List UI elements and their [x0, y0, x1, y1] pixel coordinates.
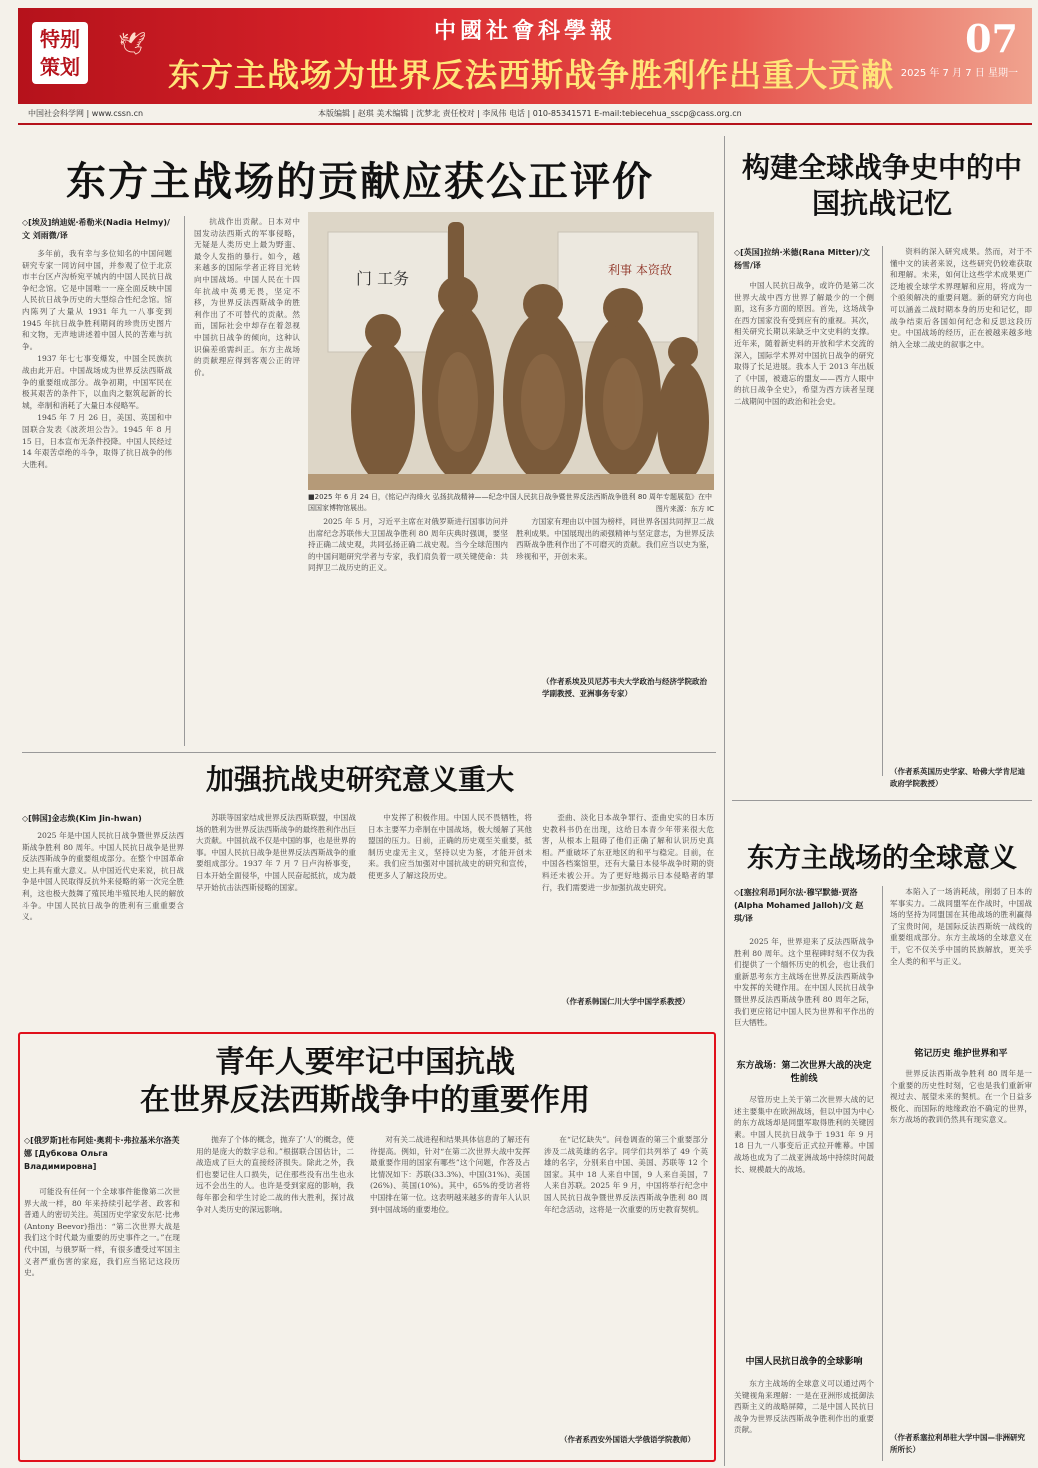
article2-body-col2	[890, 246, 1032, 761]
article1-body-col3	[308, 516, 508, 744]
article4-sub2-body	[890, 1068, 1032, 1428]
article4-title: 东方主战场的全球意义	[747, 843, 1017, 874]
article1-body-col2	[194, 216, 300, 746]
article4-subhead-2: 铭记历史 维护世界和平	[914, 1049, 1008, 1059]
article1-title: 东方主战场的贡献应获公正评价	[66, 159, 654, 205]
sculpture-photo	[308, 212, 714, 490]
paragraph: 对有关二战进程和结果具体信息的了解还有待提高。例如，针对“在第二次世界大战中发挥最重要作用的国家有哪些”这个问题，作答及占比情况如下：苏联(33.3%)、中国(31%)、美国(26%)、英国(10%)。其中，65%的受访者将中国排在第一位。这表明越来越多的青年人认识到中国战场的重要地位。	[370, 1135, 530, 1214]
article5-title-line2: 在世界反法西斯战争中的重要作用	[140, 1083, 590, 1118]
paragraph: 尽管历史上关于第二次世界大战的记述主要集中在欧洲战场，但以中国为中心的东方战场却是同盟军取得胜利的关键因素。中国人民抗日战争于 1931 年 9 月 18 日九一八事变后正式拉开帷幕。中国战场也成为了二战亚洲战场中持续时间最长、规模最大的战场。	[734, 1095, 874, 1174]
photo-sign-left: 门 工务	[356, 269, 410, 288]
article3-body-col1	[22, 830, 184, 1022]
issue-date: 2025 年 7 月 7 日 星期一	[900, 68, 1018, 79]
article3-title: 加强抗战史研究意义重大	[205, 763, 514, 796]
paragraph: 抗战作出贡献。日本对中国发动法西斯式的军事侵略，无疑是人类历史上最为野蛮、最令人发指的暴行。如今，越来越多的国际学者正将目光转向中国战场。中国人民在十四年抗战中英勇无畏，坚定不移，为世界反法西斯战争的胜利作出了不可替代的贡献。然而，国际社会中却存在着忽视中国抗日战争的倾向，这种认识偏差亟需纠正。东方主战场的贡献理应得到客观公正的评价。	[194, 217, 300, 377]
article5-byline: ◇[俄罗斯]杜布阿娃·奥莉卡·弗拉基米尔洛芙娜 [Дубкова Ольга Владимировна]	[24, 1136, 180, 1171]
paragraph: 东方主战场的全球意义可以通过两个关键视角来理解：一是在亚洲形成抵御法西斯主义的战略屏障，二是中国人民抗日战争为世界反法西斯战争胜利作出的重要贡献。	[734, 1379, 874, 1435]
caption-text: ■2025 年 6 月 24 日，《铭记卢沟烽火 弘扬抗战精神——纪念中国人民抗日战争暨世界反法西斯战争胜利 80 周年专题展览》在中国国家博物馆展出。	[308, 493, 712, 512]
newspaper-name: 中國社會科學報	[433, 18, 616, 44]
paragraph: 2025 年，世界迎来了反法西斯战争胜利 80 周年。这个里程碑时刻不仅为我们提供了一个缅怀历史的机会，也让我们重新思考东方主战场在世界反法西斯战争中发挥的关键作用。在中国人民抗日战争暨世界反法西斯战争胜利 80 周年之际，我们更应铭记中国人民为世界和平作出的巨大牺牲。	[734, 937, 874, 1028]
paragraph: 方国家有理由以中国为榜样，同世界各国共同捍卫二战胜利成果。中国展现出的顽强精神与坚定意志，为世界反法西斯战争胜利作出了不可磨灭的贡献。我们应当以史为鉴，珍视和平，开创未来。	[516, 517, 714, 561]
info-bar	[18, 104, 1032, 122]
article3-author-note: （作者系韩国仁川大学中国学系教授）	[562, 997, 690, 1006]
article2-body-col1	[734, 280, 874, 770]
column-divider	[184, 216, 185, 746]
article5-title	[60, 1044, 670, 1120]
article4-sub1-body	[734, 1094, 874, 1344]
photo-sign-right: 利事 本资敌	[608, 263, 672, 277]
paragraph: 资料的深入研究成果。然而，对于不懂中文的读者来说，这些研究仍较难获取和理解。未来，如何让这些学术成果更广泛地被全球学术界理解和应用，将成为一个亟须解决的重要问题。新的研究方向也可以涵盖二战时期本身的历史和记忆，即战争结束后各国如何纪念和反思这段历史。中国战场的经历，正在被越来越多地纳入全球二战史的叙事之中。	[890, 247, 1032, 349]
article5-title-line1: 青年人要牢记中国抗战	[215, 1045, 515, 1080]
article5-body-col3	[370, 1134, 530, 1456]
page-number: 07	[965, 16, 1018, 61]
article5-body-col2	[196, 1134, 354, 1456]
article2-title: 构建全球战争史中的中国抗战记忆	[741, 151, 1022, 220]
article3-body-col3	[368, 812, 532, 1022]
section-divider	[22, 752, 716, 753]
paragraph: 多年前，我有幸与多位知名的中国问题研究专家一同访问中国，并参观了位于北京市丰台区卢沟桥宛平城内的中国人民抗日战争纪念馆。它是中国唯一一座全面反映中国人民抗日战争历史的大型综合性纪念馆。馆内陈列了大量从 1931 年九一八事变到 1945 年抗日战争胜利期间的珍贵历史图片和文物，无声地讲述着中国人民的苦难与抗争。	[22, 249, 172, 351]
article2-byline: ◇[英国]拉纳·米德(Rana Mitter)/文 杨雪/译	[734, 248, 870, 270]
editorial-credits: 本版编辑 | 赵琪 美术编辑 | 沈梦北 责任校对 | 李凤伟 电话 | 010-85341571 E-mail:tebiecehua_sscp@cass.org.cn	[318, 109, 742, 118]
article4-body-col1	[734, 936, 874, 1048]
article1-body-col4	[516, 516, 714, 666]
dove-icon: 🕊	[118, 32, 146, 57]
paragraph: 中发挥了积极作用。中国人民不畏牺牲，将日本主要军力牵制在中国战场，极大缓解了其他盟国的压力。日前，正确的历史观至关重要，抵制历史虚无主义，坚持以史为鉴，才能开创未来。我们应当加强对中国抗战史的研究和宣传，使更多人了解这段历史。	[368, 813, 532, 880]
paragraph: 歪曲、淡化日本战争罪行、歪曲史实的日本历史教科书仍在出现，这给日本青少年带来很大危害，从根本上阻碍了他们正确了解和认识历史真相。严重破坏了东亚地区的和平与稳定。目前，在中国各档案馆里，还有大量日本侵华战争时期的资料还未被公开。为了更好地揭示日本侵略者的罪行，我们需要进一步加强抗战史研究。	[542, 813, 714, 892]
article4-body-col2	[890, 886, 1032, 1036]
paragraph: 2025 年 5 月，习近平主席在对俄罗斯进行国事访问并出席纪念苏联伟大卫国战争胜利 80 周年庆典时强调，要坚持正确二战史观，共同弘扬正确二战史观。当今全球范围内的中国问题研究学者与专家，我们肩负着一项关键使命：共同捍卫二战历史的正义。	[308, 517, 508, 573]
paragraph: 中国人民抗日战争，或许仍是第二次世界大战中西方世界了解最少的一个侧面，这有多方面的原因。首先，这场战争在西方国家没有受到应有的重视。其次，相关研究长期以来缺乏中文史料的支撑。近年来，随着新史料的开放和学术交流的深入，国际学术界对中国抗日战争的研究取得了长足进展。我本人于 2013 年出版了《中国，被遗忘的盟友——西方人眼中的抗日战争全史》，希望为西方读者呈现二战期间中国的政治和社会史。	[734, 281, 874, 406]
paragraph: 1937 年七七事变爆发，中国全民族抗战由此开启。中国战场成为世界反法西斯战争的重要组成部分。战争初期，中国军民在极其艰苦的条件下，以血肉之躯筑起新的长城，牵制和消耗了大量日本侵略军。	[22, 354, 172, 410]
article4-author-note: （作者系塞拉利昂驻大学中国—非洲研究所所长）	[890, 1433, 1025, 1454]
paragraph: 在“记忆缺失”。问卷调查的第三个重要部分涉及二战英雄的名字。同学们共列举了 49 个英雄的名字，分别来自中国、美国、苏联等 12 个国家。其中 18 人来自中国，9 人来自美国，7 人来自苏联。2025 年 9 月，中国将举行纪念中国人民抗日战争暨世界反法西斯战争胜利 80 周年纪念活动，这将是一次重要的历史教育契机。	[544, 1135, 708, 1214]
article5-author-note: （作者系西安外国语大学俄语学院教师）	[560, 1435, 695, 1444]
paragraph: 苏联等国家结成世界反法西斯联盟，中国战场的胜利为世界反法西斯战争的最终胜利作出巨大贡献。中国抗战不仅是中国的事，也是世界的事。中国人民抗日战争是世界反法西斯战争的重要组成部分。1937 年 7 月 7 日卢沟桥事变，日本开始全面侵华，中国人民奋起抵抗，成为最早开始抗击法西斯侵略的国家。	[196, 813, 356, 892]
column-divider	[882, 246, 883, 776]
article3-byline: ◇[韩国]金志焕(Kim Jin-hwan)	[22, 814, 142, 823]
column-divider	[882, 886, 883, 1461]
sculpture-illustration	[308, 212, 714, 490]
paragraph: 抛弃了个体的概念，抛弃了‘人’的概念，使用的是庞大的数字总和。”根据联合国估计，二战造成了巨大的直接经济损失。除此之外，我们也要记住人口损失，记住那些没有出生也永远不会出生的人。也许是受到家庭的影响，我每年都会和学生讨论二战的伟大胜利，探讨战争对人类历史的深远影响。	[196, 1135, 354, 1214]
article4-subhead-1: 东方战场：第二次世界大战的决定性前线	[736, 1061, 872, 1084]
article4-sub3-body	[734, 1378, 874, 1462]
photo-credit: 图片来源：东方 IC	[655, 505, 714, 513]
paragraph: 本陷入了一场消耗战，削弱了日本的军事实力。二战同盟军在作战时，中国战场的坚持为同盟国在其他战场的胜利赢得了宝贵时间，是国际反法西斯统一战线的重要组成部分。东方主战场的全球意义在于，它不仅关乎中国的民族解放，更关乎全人类的和平与正义。	[890, 887, 1032, 966]
paragraph: 1945 年 7 月 26 日，美国、英国和中国联合发表《波茨坦公告》。1945 年 8 月 15 日，日本宣布无条件投降。中国人民经过 14 年艰苦卓绝的斗争，取得了抗日战争的伟大胜利。	[22, 413, 172, 469]
website-link[interactable]: 中国社会科学网 | www.cssn.cn	[28, 109, 144, 118]
article5-body-col1	[24, 1186, 180, 1456]
section-divider	[732, 800, 1032, 801]
article4-byline: ◇[塞拉利昂]阿尔法·穆罕默德·贾洛(Alpha Mohamed Jalloh)/文 赵琪/译	[734, 888, 864, 923]
article1-body-col1	[22, 248, 172, 748]
paragraph: 世界反法西斯战争胜利 80 周年是一个重要的历史性时刻，它也是我们重新审视过去、展望未来的契机。在一个日益多极化、而国际的地缘政治不确定的世界，东方战场的教训仍然具有现实意义。	[890, 1069, 1032, 1125]
special-feature-tag: 特别策划	[32, 22, 88, 84]
article5-body-col4	[544, 1134, 708, 1430]
photo-caption	[308, 492, 714, 515]
page-column-divider	[724, 136, 725, 1466]
article4-subhead-3: 中国人民抗日战争的全球影响	[745, 1357, 863, 1367]
article1-byline: ◇[埃及]纳迪妮·希勒米(Nadia Helmy)/文 刘雨微/译	[22, 218, 170, 240]
page-headline: 东方主战场为世界反法西斯战争胜利作出重大贡献	[168, 56, 895, 94]
article3-body-col4	[542, 812, 714, 990]
article3-body-col2	[196, 812, 356, 1022]
masthead-rule	[18, 123, 1032, 125]
paragraph: 可能没有任何一个全球事件能像第二次世界大战一样，80 年来持续引起学者、政客和普通人的密切关注。英国历史学家安东尼·比弗(Antony Beevor)指出：“第二次世界大战是我们这个时代最为重要的历史事件之一。”在现代中国，与俄罗斯一样，有很多遭受过军国主义者严重伤害的家庭，我们应当铭记这段历史。	[24, 1187, 180, 1278]
article2-author-note: （作者系英国历史学家、哈佛大学肯尼迪政府学院教授）	[890, 767, 1025, 788]
article1-author-note: （作者系埃及贝尼苏韦夫大学政治与经济学院政治学副教授、亚洲事务专家）	[542, 677, 707, 698]
paragraph: 2025 年是中国人民抗日战争暨世界反法西斯战争胜利 80 周年。中国人民抗日战争是世界反法西斯战争的重要组成部分。在整个中国革命史上具有重大意义。从中国近代史来说，抗日战争是中国人民取得反抗外来侵略的第一次完全胜利，这也极大鼓舞了殖民地半殖民地人民的解放斗争。中国人民抗日战争的胜利有三重重要含义。	[22, 831, 184, 922]
